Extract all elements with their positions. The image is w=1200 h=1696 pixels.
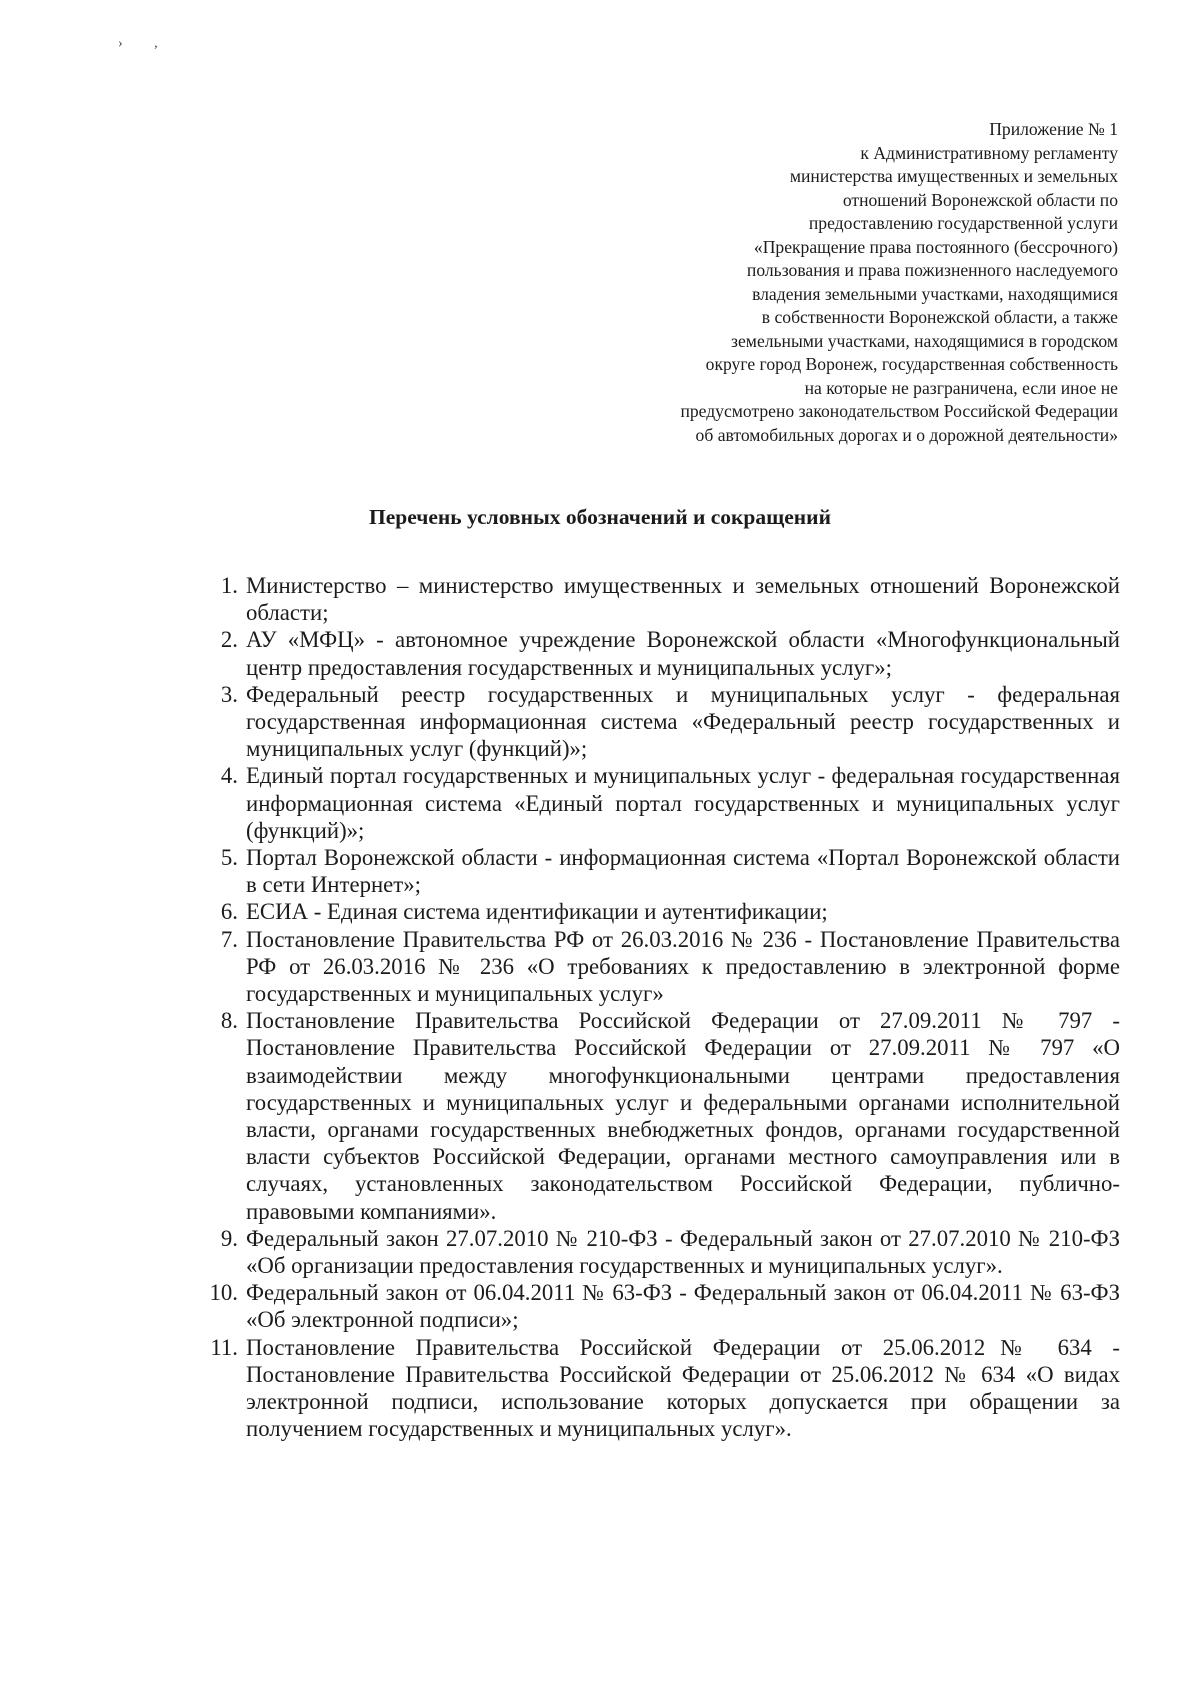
list-item-text: Постановление Правительства Российской Федерации от 25.06.2012№ 634 - Постановление Правительства Российской Федерации от 25.06.2012 № 634 «О видах электронной подписи, использование которых допускается при обращении за получением государственных и муниципальных услуг». (246, 1334, 1120, 1442)
list-item-text: Федеральный закон 27.07.2010 № 210-ФЗ - Федеральный закон от 27.07.2010 № 210-ФЗ «Об организации предоставления государственных и муниципальных услуг». (246, 1225, 1120, 1279)
appendix-line: на которые не разграничена, если иное не (804, 377, 1118, 398)
scan-marks: › , (118, 36, 172, 51)
list-item (198, 1279, 1120, 1333)
appendix-line: к Административному регламенту (860, 142, 1118, 163)
appendix-line: пользования и права пожизненного наследуемого (746, 260, 1118, 280)
list-item-number: 7. (220, 926, 238, 952)
list-item-number: 11. (210, 1334, 238, 1360)
list-item-number: 5. (220, 845, 238, 871)
list-item (198, 762, 1120, 844)
appendix-line: предоставлению государственной услуги (808, 213, 1118, 233)
list-item-number: 2. (220, 627, 238, 653)
appendix-line: предусмотрено законодательством Российской Федерации (680, 401, 1118, 421)
list-item (198, 626, 1120, 680)
list-item (198, 681, 1120, 763)
appendix-line: об автомобильных дорогах и о дорожной деятельности» (695, 424, 1118, 445)
appendix-line: владения земельными участками, находящимися (752, 283, 1118, 304)
list-item-number: 6. (220, 899, 238, 925)
list-item (198, 1225, 1120, 1279)
abbreviations-list (198, 572, 1120, 1443)
list-item (198, 898, 1120, 925)
list-item-text: Министерство – министерство имущественных и земельных отношений Воронежской области; (246, 573, 1120, 626)
list-item-text: Федеральный закон от 06.04.2011 № 63-ФЗ - Федеральный закон от 06.04.2011 № 63-ФЗ «Об электронной подписи»; (246, 1280, 1120, 1333)
list-item-text: Федеральный реестр государственных и муниципальных услуг - федеральная государственная информационная система «Федеральный реестр государственных и муниципальных услуг (функций)»; (246, 681, 1120, 762)
appendix-header (558, 118, 1118, 447)
list-item-number: 4. (220, 763, 238, 789)
list-item-number: 9. (220, 1225, 238, 1251)
list-item-text: АУ «МФЦ» - автономное учреждение Воронежской области «Многофункциональный центр предоставления государственных и муниципальных услуг»; (246, 627, 1120, 680)
list-item-number: 10. (209, 1280, 238, 1306)
appendix-line: отношений Воронежской области по (842, 189, 1118, 210)
appendix-line: земельными участками, находящимися в городском (731, 330, 1118, 351)
list-item-number: 3. (220, 681, 238, 707)
list-item-number: 8. (220, 1008, 238, 1034)
appendix-line: «Прекращение права постоянного (бессрочного) (753, 236, 1118, 257)
appendix-line: округе город Воронеж, государственная собственность (705, 354, 1118, 374)
list-item (198, 1334, 1120, 1443)
document-title: Перечень условных обозначений и сокращений (369, 505, 831, 529)
appendix-line: министерства имущественных и земельных (789, 166, 1118, 186)
appendix-line: Приложение № 1 (989, 119, 1118, 139)
list-item-text: Постановление Правительства Российской Федерации от 27.09.2011 № 797 - Постановление Правительства Российской Федерации от 27.09.2011 № 797 «О взаимодействии между многофункциональными центрами предоставления государственных и муниципальных услуг и федеральными органами исполнительной власти, органами государственных внебюджетных фондов, органами государственной власти субъектов Российской Федерации, органами местного самоуправления или в случаях, установленных законодательством Российской Федерации, публично-правовыми компаниями». (246, 1008, 1120, 1224)
list-item-number: 1. (220, 573, 238, 598)
list-item (198, 572, 1120, 626)
list-item (198, 1007, 1120, 1225)
list-item (198, 844, 1120, 898)
list-item-text: Единый портал государственных и муниципальных услуг - федеральная государственная информационная система «Единый портал государственных и муниципальных услуг (функций)»; (246, 763, 1120, 843)
list-item-text: Портал Воронежской области - информационная система «Портал Воронежской области в сети Интернет»; (246, 845, 1120, 898)
list-item-text: Постановление Правительства РФ от 26.03.2016 № 236 - Постановление Правительства РФ от 26.03.2016 № 236 «О требованиях к предоставлению в электронной форме государственных и муниципальных услуг» (246, 926, 1120, 1007)
list-item-text: ЕСИА - Единая система идентификации и аутентификации; (246, 899, 828, 925)
appendix-line: в собственности Воронежской области, а также (761, 307, 1118, 327)
list-item (198, 926, 1120, 1008)
